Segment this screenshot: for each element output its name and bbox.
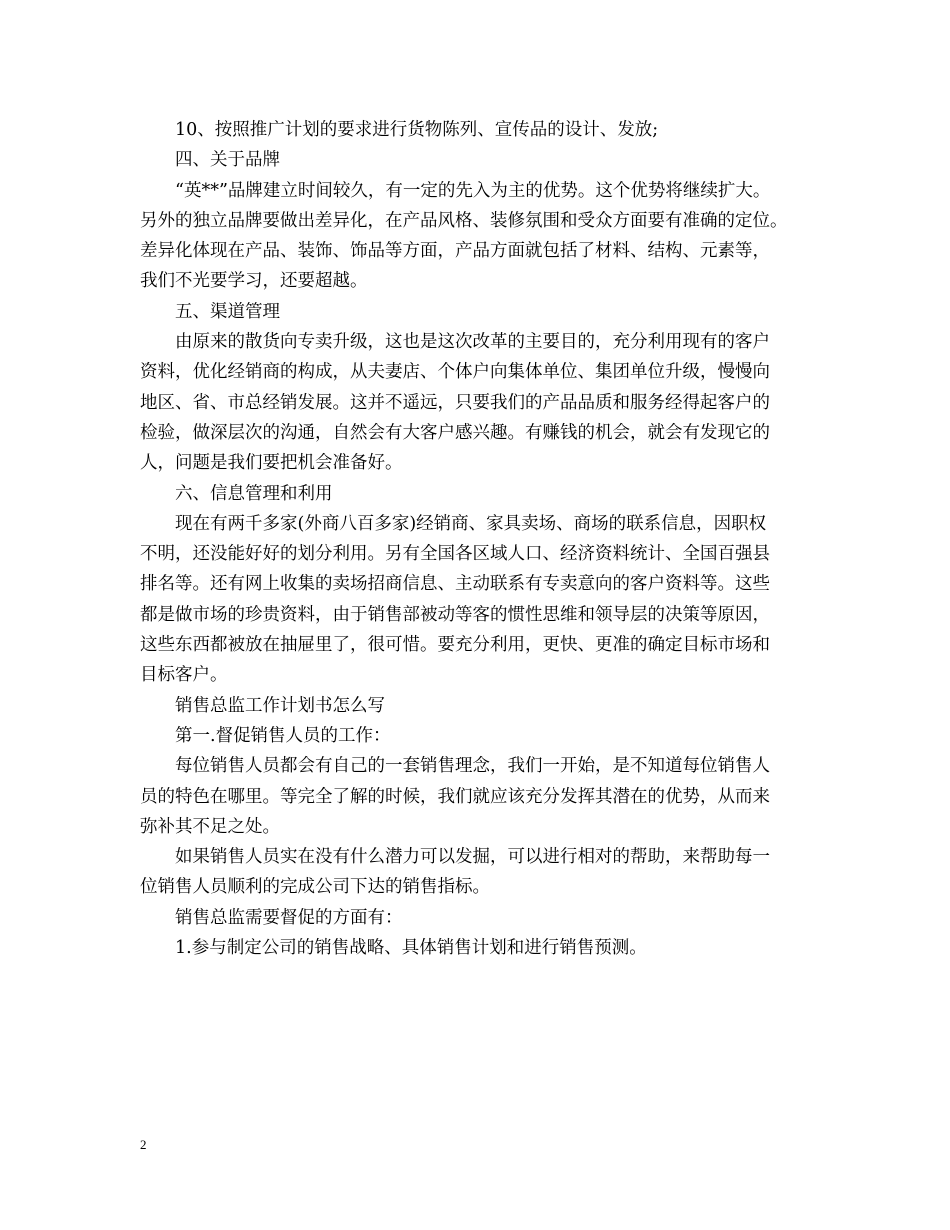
text-line: 差异化体现在产品、装饰、饰品等方面，产品方面就包括了材料、结构、元素等， [140, 241, 770, 262]
text-line: 人，问题是我们要把机会准备好。 [140, 453, 403, 474]
text-line: 位销售人员顺利的完成公司下达的销售指标。 [140, 877, 490, 898]
text-line: 销售总监需要督促的方面有： [175, 907, 403, 928]
text-line: “英**”品牌建立时间较久，有一定的先入为主的优势。这个优势将继续扩大。 [175, 180, 771, 201]
section-heading: 四、关于品牌 [175, 150, 280, 171]
text-line: 这些东西都被放在抽屉里了，很可惜。要充分利用，更快、更准的确定目标市场和 [140, 635, 770, 656]
text-line: 弥补其不足之处。 [140, 816, 280, 837]
text-line: 如果销售人员实在没有什么潜力可以发掘，可以进行相对的帮助，来帮助每一 [175, 847, 770, 868]
text-line: 由原来的散货向专卖升级，这也是这次改革的主要目的，充分利用现有的客户 [175, 332, 770, 353]
text-line: 资料，优化经销商的构成，从夫妻店、个体户向集体单位、集团单位升级，慢慢向 [140, 362, 770, 383]
document-body [140, 115, 830, 963]
section-heading: 五、渠道管理 [175, 301, 280, 322]
text-line: 另外的独立品牌要做出差异化，在产品风格、装修氛围和受众方面要有准确的定位。 [140, 210, 788, 231]
text-line: 不明，还没能好好的划分利用。另有全国各区域人口、经济资料统计、全国百强县 [140, 544, 770, 565]
text-line: 排名等。还有网上收集的卖场招商信息、主动联系有专卖意向的客户资料等。这些 [140, 574, 770, 595]
text-line: 现在有两千多家(外商八百多家)经销商、家具卖场、商场的联系信息，因职权 [175, 513, 767, 534]
text-line: 10、按照推广计划的要求进行货物陈列、宣传品的设计、发放; [175, 120, 659, 140]
section-heading: 第一.督促销售人员的工作： [175, 725, 391, 746]
text-line: 员的特色在哪里。等完全了解的时候，我们就应该充分发挥其潜在的优势，从而来 [140, 786, 770, 807]
text-line: 都是做市场的珍贵资料，由于销售部被动等客的惯性思维和领导层的决策等原因， [140, 604, 770, 625]
list-item: 1.参与制定公司的销售战略、具体销售计划和进行销售预测。 [175, 938, 647, 959]
section-heading: 六、信息管理和利用 [175, 483, 333, 504]
text-line: 我们不光要学习，还要超越。 [140, 271, 368, 292]
text-line: 目标客户。 [140, 665, 228, 686]
text-line: 每位销售人员都会有自己的一套销售理念，我们一开始，是不知道每位销售人 [175, 756, 770, 777]
text-line: 地区、省、市总经销发展。这并不遥远，只要我们的产品品质和服务经得起客户的 [140, 392, 770, 413]
text-line: 检验，做深层次的沟通，自然会有大客户感兴趣。有赚钱的机会，就会有发现它的 [140, 422, 770, 443]
page-number: 2 [140, 1137, 147, 1152]
section-heading: 销售总监工作计划书怎么写 [175, 695, 385, 716]
